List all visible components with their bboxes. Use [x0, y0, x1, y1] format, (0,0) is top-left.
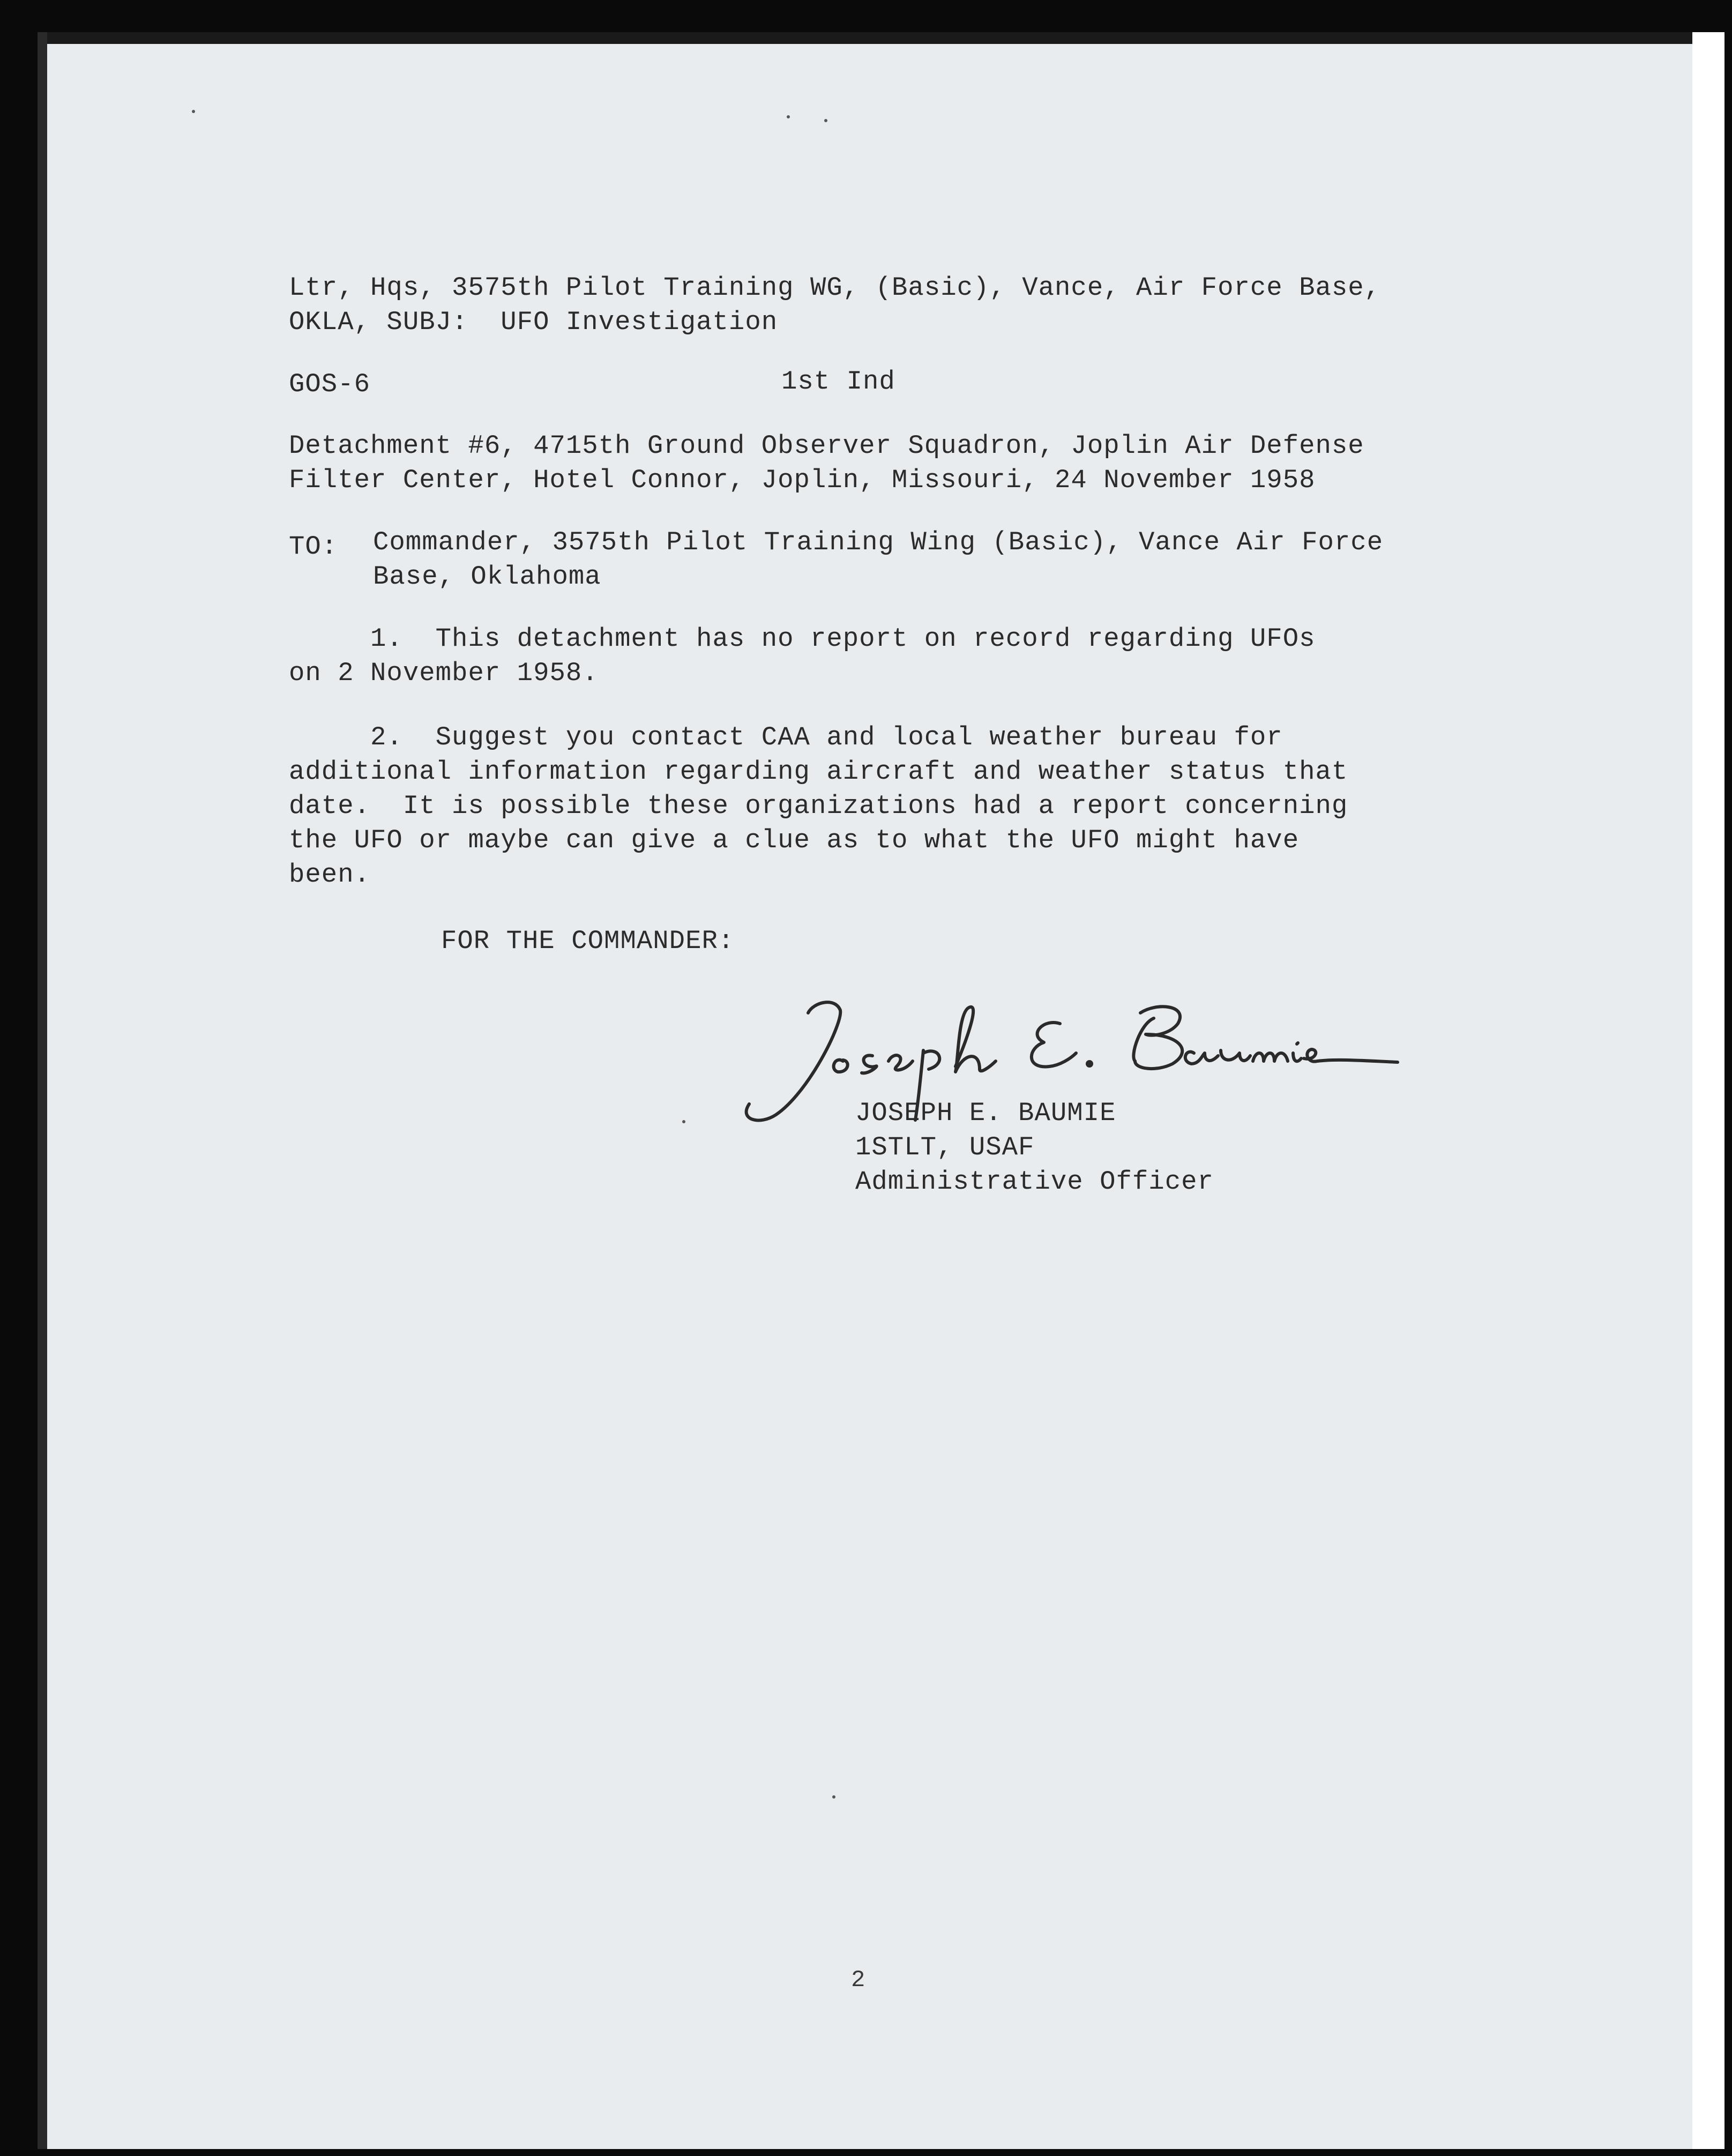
- to-line-2: Base, Oklahoma: [373, 562, 601, 592]
- to-label: TO:: [289, 532, 338, 562]
- reference-code: GOS-6: [289, 369, 371, 399]
- paragraph-2-line-5: been.: [289, 860, 371, 890]
- scan-speck: [787, 115, 790, 118]
- scan-speck: [682, 1120, 685, 1123]
- header-line-1: Ltr, Hqs, 3575th Pilot Training WG, (Basic), Vance, Air Force Base,: [289, 273, 1381, 303]
- scan-speck: [832, 1795, 835, 1799]
- paragraph-2-line-1: 2. Suggest you contact CAA and local weather bureau for: [289, 722, 1283, 752]
- scan-top-edge: [47, 32, 1724, 44]
- indorsement-label: 1st Ind: [781, 367, 895, 397]
- scan-speck: [192, 110, 195, 113]
- page-number: 2: [851, 1967, 865, 1994]
- header-line-2: OKLA, SUBJ: UFO Investigation: [289, 307, 778, 337]
- from-line-2: Filter Center, Hotel Connor, Joplin, Missouri, 24 November 1958: [289, 465, 1316, 495]
- signer-title: Administrative Officer: [855, 1167, 1214, 1197]
- paragraph-1-line-1: 1. This detachment has no report on record regarding UFOs: [289, 624, 1316, 654]
- document-page: [38, 32, 1724, 2149]
- closing-line: FOR THE COMMANDER:: [441, 926, 735, 956]
- to-line-1: Commander, 3575th Pilot Training Wing (Basic), Vance Air Force: [373, 527, 1384, 557]
- paragraph-1-line-2: on 2 November 1958.: [289, 658, 599, 688]
- paragraph-2-line-2: additional information regarding aircraft and weather status that: [289, 757, 1348, 787]
- signer-name: JOSEPH E. BAUMIE: [855, 1098, 1116, 1128]
- paragraph-2-line-3: date. It is possible these organizations had a report concerning: [289, 791, 1348, 821]
- scan-right-margin: [1692, 32, 1724, 2149]
- signer-rank: 1STLT, USAF: [855, 1132, 1035, 1162]
- scan-speck: [824, 119, 827, 122]
- paragraph-2-line-4: the UFO or maybe can give a clue as to what the UFO might have: [289, 825, 1300, 855]
- from-line-1: Detachment #6, 4715th Ground Observer Squadron, Joplin Air Defense: [289, 431, 1364, 461]
